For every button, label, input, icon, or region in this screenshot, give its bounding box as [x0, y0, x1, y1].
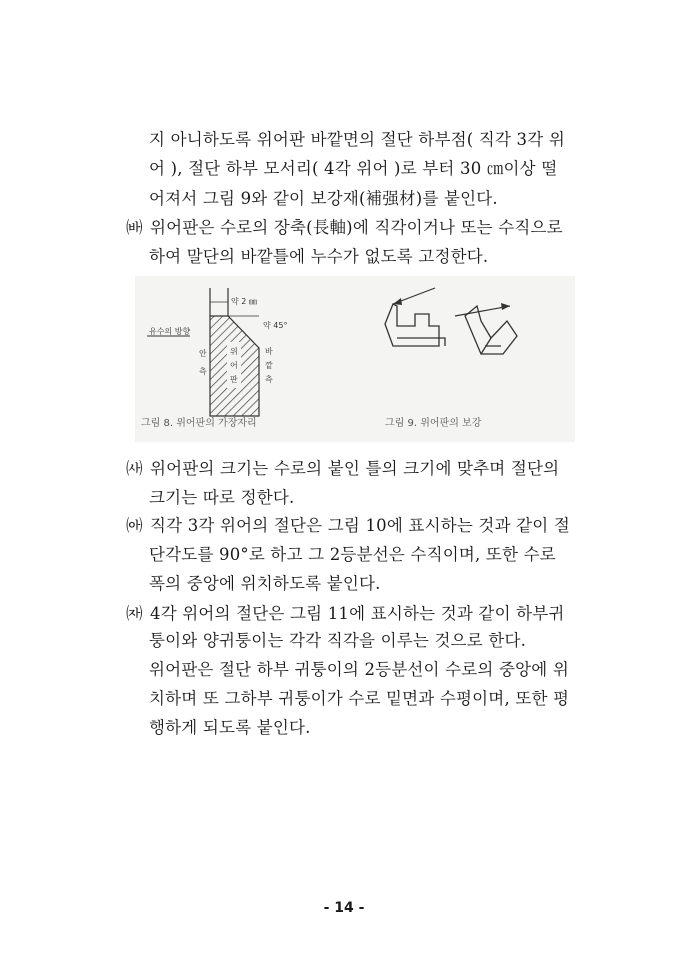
outside-label-3: 측	[265, 375, 273, 384]
plate-label-1: 위	[230, 347, 238, 356]
figures-panel	[135, 276, 575, 442]
plate-label-3: 판	[230, 375, 238, 384]
text-line: 4각 위어의 절단은 그림 11에 표시하는 것과 같이 하부귀	[150, 604, 565, 623]
text-line: 위어판은 절단 하부 귀퉁이의 2등분선이 수로의 중앙에 위	[149, 660, 570, 679]
item-marker: ㈔	[126, 459, 143, 478]
text-line: 위어판은 수로의 장축(長軸)에 직각이거나 또는 수직으로	[150, 218, 563, 237]
text-line: 하여 말단의 바깥틀에 누수가 없도록 고정한다.	[149, 247, 489, 266]
text-line: 어져서 그림 9와 같이 보강재(補强材)를 붙인다.	[149, 189, 498, 208]
flow-direction-label: 유수의 방향	[149, 327, 191, 336]
figure-8-caption: 그림 8. 위어판의 가장자리	[141, 418, 257, 429]
item-marker: ㈓	[126, 218, 143, 237]
page-number: - 14 -	[323, 900, 365, 916]
text-line: 지 아니하도록 위어판 바깥면의 절단 하부점( 직각 3각 위	[149, 130, 565, 149]
text-line: 치하며 또 그하부 귀퉁이가 수로 밑면과 수평이며, 또한 평	[149, 689, 570, 708]
angle-label: 약 45°	[263, 321, 288, 330]
text-line: 단각도를 90°로 하고 그 2등분선은 수직이며, 또한 수로	[149, 545, 556, 564]
figure-9-diagram	[385, 288, 517, 429]
inside-label-2: 측	[199, 367, 207, 376]
inside-label-1: 안	[199, 349, 207, 358]
text-line: 크기는 따로 정한다.	[149, 488, 295, 507]
text-line: 위어판의 크기는 수로의 붙인 틀의 크기에 맞추며 절단의	[150, 459, 560, 478]
text-line: 행하게 되도록 붙인다.	[149, 718, 311, 737]
figure-9-caption: 그림 9. 위어판의 보강	[385, 418, 482, 429]
list-item	[126, 515, 570, 537]
outside-label-1: 바	[265, 347, 273, 356]
item-marker: ㈖	[126, 604, 143, 623]
list-item	[126, 458, 559, 480]
list-item	[126, 603, 565, 625]
figure-8-diagram	[141, 288, 287, 429]
outside-label-2: 깥	[265, 361, 273, 370]
text-line: 어 ), 절단 하부 모서리( 4각 위어 )로 부터 30 ㎝이상 떨	[149, 159, 558, 178]
text-line: 퉁이와 양귀퉁이는 각각 직각을 이루는 것으로 한다.	[149, 631, 527, 650]
list-item	[126, 217, 563, 239]
text-line: 직각 3각 위어의 절단은 그림 10에 표시하는 것과 같이 절	[150, 516, 571, 535]
figure-illustrations	[135, 276, 575, 442]
plate-label-2: 어	[230, 361, 238, 370]
text-line: 폭의 중앙에 위치하도록 붙인다.	[149, 574, 381, 593]
gap-label: 약 2 ㎜	[231, 297, 257, 306]
item-marker: ㈕	[126, 516, 143, 535]
